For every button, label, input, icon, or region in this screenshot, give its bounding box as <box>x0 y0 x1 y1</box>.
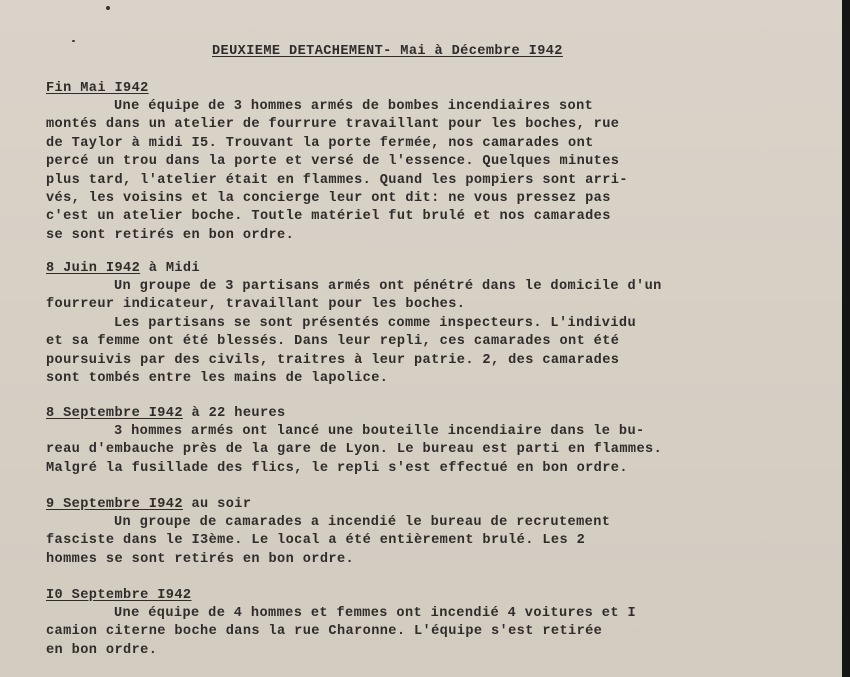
entry-heading <box>46 496 826 514</box>
text-line: se sont retirés en bon ordre. <box>46 227 295 243</box>
page-edge-shadow <box>842 0 850 677</box>
text-line: fasciste dans le I3ème. Le local a été entièrement brulé. Les 2 <box>46 533 586 549</box>
entry-9-septembre <box>46 496 826 569</box>
text-line: montés dans un atelier de fourrure travaillant pour les boches, rue <box>46 117 620 133</box>
ink-speck <box>72 40 75 42</box>
text-line: Un groupe de camarades a incendié le bureau de recrutement <box>114 515 611 530</box>
text-line: Malgré la fusillade des flics, le repli s'est effectué en bon ordre. <box>46 460 628 476</box>
text-line: poursuivis par des civils, traitres à leur patrie. 2, des camarades <box>46 352 620 368</box>
entry-time: à Midi <box>140 261 201 276</box>
text-line: de Taylor à midi I5. Trouvant la porte fermée, nos camarades ont <box>46 135 594 151</box>
entry-fin-mai <box>46 80 826 245</box>
text-line: et sa femme ont été blessés. Dans leur repli, ces camarades ont été <box>46 334 620 350</box>
text-line: reau d'embauche près de la gare de Lyon. Le bureau est parti en flammes. <box>46 442 663 458</box>
text-line: Les partisans se sont présentés comme inspecteurs. L'individu <box>114 315 637 331</box>
text-line: 3 hommes armés ont lancé une bouteille incendiaire dans le bu- <box>114 424 645 439</box>
text-line: fourreur indicateur, travaillant pour les boches. <box>46 297 466 313</box>
text-line: hommes se sont retirés en bon ordre. <box>46 551 355 567</box>
text-line: c'est un atelier boche. Toutle matériel fut brulé et nos camarades <box>46 209 611 225</box>
text-line: plus tard, l'atelier était en flammes. Quand les pompiers sont arri- <box>46 172 628 188</box>
text-line: sont tombés entre les mains de lapolice. <box>46 370 389 386</box>
entry-date: 8 Juin I942 <box>46 261 141 276</box>
entry-date: Fin Mai I942 <box>46 81 149 96</box>
entry-8-septembre <box>46 405 826 478</box>
text-line: Un groupe de 3 partisans armés ont pénétré dans le domicile d'un <box>114 279 662 294</box>
entry-heading <box>46 260 826 278</box>
entry-8-juin <box>46 260 826 388</box>
entry-time: au soir <box>182 497 252 512</box>
entry-heading <box>46 405 826 423</box>
text-line: percé un trou dans la porte et versé de l'essence. Quelques minutes <box>46 154 620 170</box>
text-line: camion citerne boche dans la rue Charonne. L'équipe s'est retirée <box>46 624 603 640</box>
entry-time: à 22 heures <box>182 406 286 421</box>
text-line: Une équipe de 3 hommes armés de bombes incendiaires sont <box>114 99 594 114</box>
entry-date: 9 Septembre I942 <box>46 497 183 512</box>
entry-heading <box>46 80 826 98</box>
text-line: Une équipe de 4 hommes et femmes ont incendié 4 voitures et I <box>114 606 637 621</box>
entry-date: I0 Septembre I942 <box>46 588 192 603</box>
text-line: vés, les voisins et la concierge leur ont dit: ne vous pressez pas <box>46 190 611 206</box>
entry-date: 8 Septembre I942 <box>46 406 183 421</box>
entry-heading <box>46 587 826 605</box>
ink-speck <box>106 6 110 10</box>
entry-10-septembre <box>46 587 826 660</box>
text-line: en bon ordre. <box>46 642 158 658</box>
document-title: DEUXIEME DETACHEMENT- Mai à Décembre I942 <box>212 44 563 59</box>
